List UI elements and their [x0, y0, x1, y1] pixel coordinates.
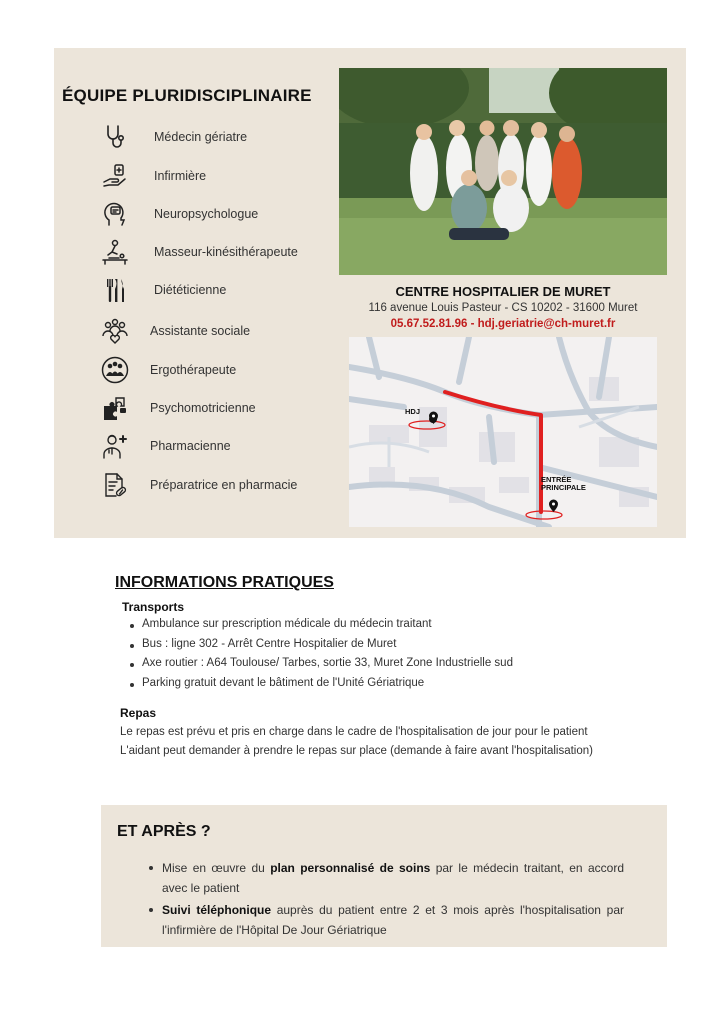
team-label: Pharmacienne: [150, 439, 231, 453]
after-title: ET APRÈS ?: [117, 823, 211, 840]
team-label: Infirmière: [154, 169, 207, 183]
stethoscope-icon: [98, 120, 132, 154]
map-label-entrance: [541, 476, 586, 492]
pharmacist-icon: [98, 429, 132, 463]
team-label: Médecin gériatre: [154, 130, 248, 144]
map-label-hdj: HDJ: [405, 407, 421, 416]
team-item: [98, 468, 328, 502]
puzzle-icon: [98, 391, 132, 425]
map-label-entrance-line2: PRINCIPALE: [541, 483, 586, 492]
transports-title: Transports: [122, 600, 185, 614]
team-item: [98, 197, 328, 231]
team-item: [98, 353, 328, 387]
after-item2-bold: Suivi téléphonique: [162, 903, 272, 917]
list-item: Bus : ligne 302 - Arrêt Centre Hospitalier de Muret: [128, 638, 513, 658]
team-label: Neuropsychologue: [154, 207, 259, 221]
group-circle-icon: [98, 353, 132, 387]
transports-list: [128, 618, 513, 696]
hospital-address: 116 avenue Louis Pasteur - CS 10202 - 31600 Muret: [368, 302, 638, 314]
team-label: Psychomotricienne: [150, 401, 256, 415]
repas-line: L'aidant peut demander à prendre le repas sur place (demande à faire avant l'hospitalisation): [120, 745, 593, 757]
massage-icon: [98, 235, 132, 269]
people-heart-icon: [98, 314, 132, 348]
repas-line: Le repas est prévu et pris en charge dans le cadre de l'hospitalisation de jour pour le patient: [120, 726, 588, 738]
info-title: INFORMATIONS PRATIQUES: [115, 574, 334, 591]
team-item: [98, 235, 328, 269]
team-photo: [339, 68, 667, 275]
team-label: Ergothérapeute: [150, 363, 237, 377]
cutlery-icon: [98, 273, 132, 307]
after-item1-bold: plan personnalisé de soins: [270, 861, 431, 875]
team-label: Assistante sociale: [150, 324, 251, 338]
hospital-name: CENTRE HOSPITALIER DE MURET: [395, 284, 611, 299]
team-item: [98, 391, 328, 425]
list-item: Ambulance sur prescription médicale du médecin traitant: [128, 618, 513, 638]
team-label: Diététicienne: [154, 283, 227, 297]
list-item: [148, 900, 624, 940]
team-title: ÉQUIPE PLURIDISCIPLINAIRE: [62, 86, 312, 105]
list-item: Parking gratuit devant le bâtiment de l'Unité Gériatrique: [128, 677, 513, 697]
map: [349, 337, 657, 527]
repas-title: Repas: [120, 706, 157, 720]
after-item1-post: par le médecin traitant, en accord avec le patient: [162, 861, 624, 895]
team-label: Préparatrice en pharmacie: [150, 478, 298, 492]
team-item: [98, 159, 328, 193]
after-item1-pre: Mise en œuvre du: [162, 861, 271, 875]
head-thought-icon: [98, 197, 132, 231]
map-label-entrance-line1: ENTRÉE: [541, 475, 572, 484]
team-label: Masseur-kinésithérapeute: [154, 245, 298, 259]
team-item: [98, 273, 328, 307]
team-item: [98, 120, 328, 154]
after-list: [148, 858, 624, 942]
after-item2-post: auprès du patient entre 2 et 3 mois après l'hospitalisation par l'infirmière de l'Hôpital De Jour Gériatrique: [162, 903, 624, 937]
hospital-contact: 05.67.52.81.96 - hdj.geriatrie@ch-muret.fr: [390, 318, 616, 330]
team-item: [98, 429, 328, 463]
list-item: [148, 858, 624, 898]
list-item: Axe routier : A64 Toulouse/ Tarbes, sortie 33, Muret Zone Industrielle sud: [128, 657, 513, 677]
team-item: [98, 314, 328, 348]
prescription-icon: [98, 468, 132, 502]
hand-medicine-icon: [98, 159, 132, 193]
